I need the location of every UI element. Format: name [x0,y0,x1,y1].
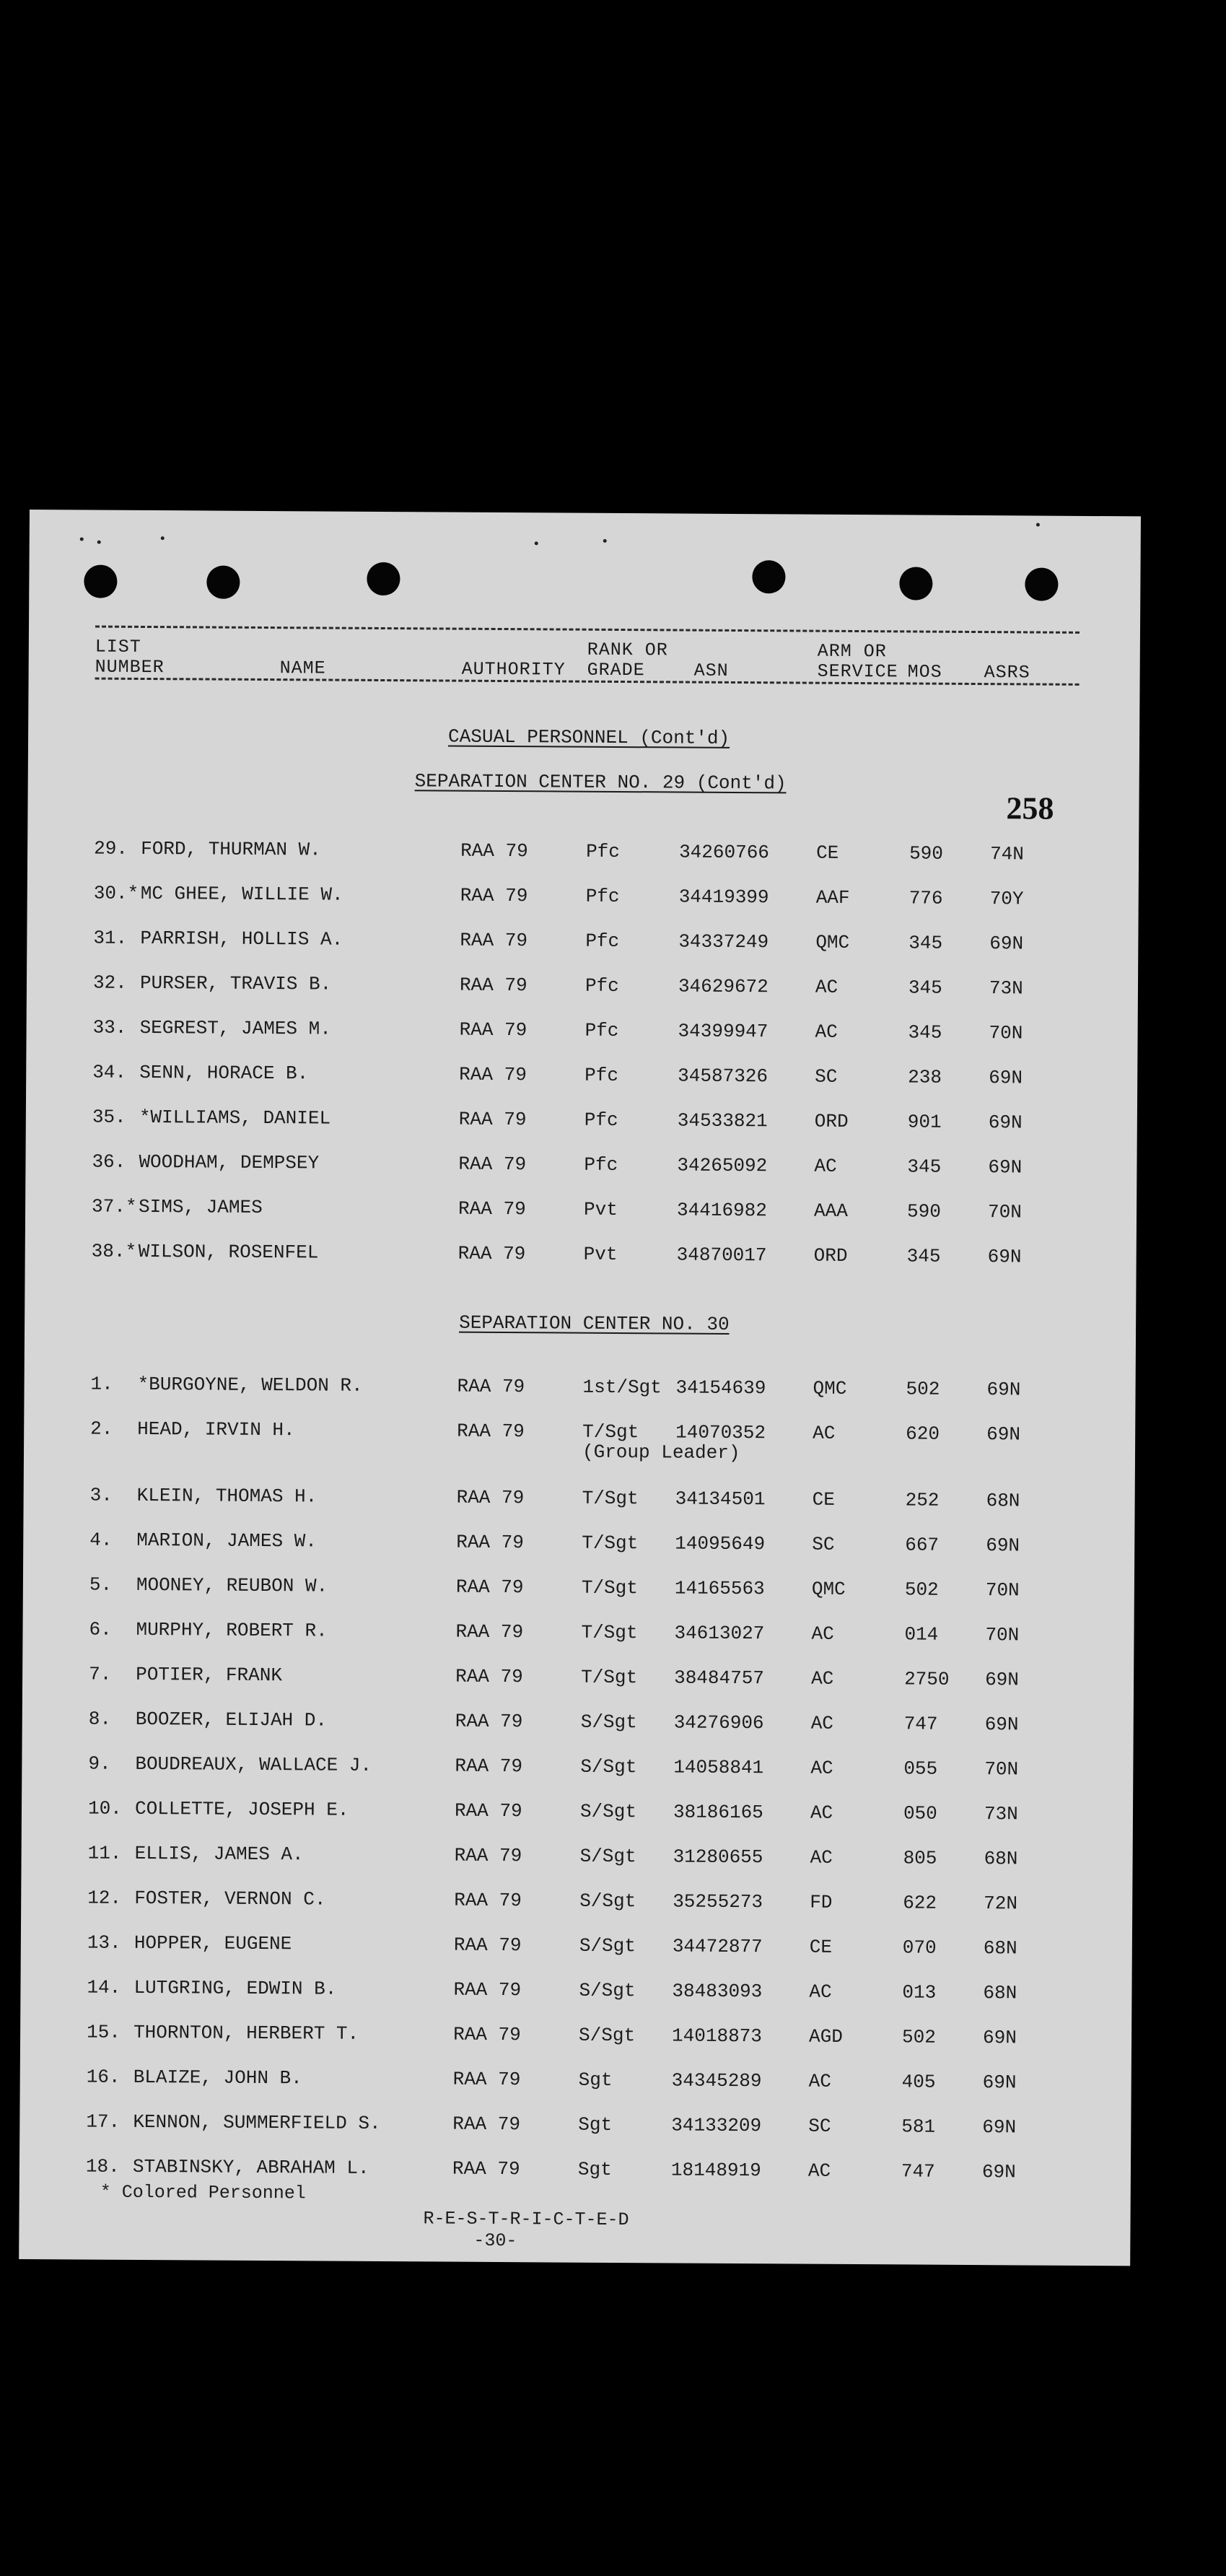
cell-asrs: 69N [989,1067,1023,1089]
cell-rank: Pvt [583,1198,618,1221]
cell-rank: S/Sgt [579,1890,636,1913]
cell-asn: 34399947 [678,1020,769,1043]
cell-auth: RAA 79 [456,1531,524,1554]
cell-asn: 34472877 [672,1935,763,1958]
cell-arm: SC [808,2115,831,2137]
cell-name: KENNON, SUMMERFIELD S. [133,2110,381,2135]
cell-name: LUTGRING, EDWIN B. [133,1976,337,2000]
cell-auth: RAA 79 [454,1889,522,1912]
cell-auth: RAA 79 [457,1375,525,1398]
cell-name: MARION, JAMES W. [136,1529,318,1553]
section-title-casual-personnel: CASUAL PERSONNEL (Cont'd) [447,725,730,749]
table-row [22,1752,1133,1783]
cell-mos: 747 [903,1713,938,1735]
cell-num: 2. [90,1418,113,1440]
cell-rank: S/Sgt [579,1845,636,1868]
cell-num: 10. [87,1797,122,1820]
cell-name: *BURGOYNE, WELDON R. [137,1373,363,1397]
punch-hole-icon [752,560,785,593]
cell-auth: RAA 79 [453,1978,522,2001]
cell-num: 32. [92,972,127,994]
header-rank [587,640,668,681]
cell-asn: 34870017 [676,1244,767,1267]
header-authority: AUTHORITY [461,658,566,681]
cell-asn: 34134501 [675,1488,766,1511]
cell-num: 17. [86,2110,121,2133]
cell-asn: 18148919 [670,2159,761,2182]
header-asrs: ASRS [984,662,1030,684]
table-row [20,2066,1131,2097]
cell-num: 38.* [91,1240,137,1262]
ink-speck [80,537,84,541]
cell-num: 35. [92,1106,126,1128]
cell-auth: RAA 79 [458,1197,526,1221]
cell-name: MURPHY, ROBERT R. [136,1618,328,1642]
table-row [27,927,1138,958]
cell-num: 12. [87,1887,122,1909]
cell-asn: 34416982 [676,1199,768,1222]
cell-rank: T/Sgt [581,1621,638,1644]
cell-auth: RAA 79 [460,839,528,863]
punch-hole-icon [367,562,400,595]
cell-auth: RAA 79 [455,1755,523,1778]
cell-rank: T/Sgt [582,1420,639,1444]
cell-name: FORD, THURMAN W. [141,837,321,861]
cell-name: WOODHAM, DEMPSEY [139,1151,320,1174]
header-asn: ASN [693,660,729,681]
ink-speck [535,541,538,545]
cell-asrs: 69N [987,1246,1022,1268]
cell-asn: 34613027 [674,1622,765,1645]
cell-num: 1. [90,1373,113,1395]
cell-mos: 055 [903,1758,938,1780]
cell-arm: AC [810,1846,833,1869]
cell-auth: RAA 79 [452,2157,520,2180]
cell-asrs: 68N [984,1848,1018,1870]
cell-asrs: 69N [983,2027,1017,2049]
cell-arm: AC [808,2070,832,2092]
cell-asrs: 68N [986,1490,1020,1512]
cell-num: 13. [87,1931,121,1954]
cell-arm: ORD [814,1110,849,1132]
cell-asn: 34276906 [673,1711,764,1734]
cell-arm: CE [816,842,839,864]
cell-asrs: 69N [986,1423,1021,1446]
table-row [27,882,1139,913]
cell-asrs: 70N [984,1758,1019,1781]
cell-rank: Sgt [578,2113,613,2136]
cell-name: *WILLIAMS, DANIEL [139,1106,331,1130]
cell-name: SIMS, JAMES [139,1195,263,1218]
cell-mos: 405 [901,2071,936,2093]
cell-asn: 38186165 [673,1801,763,1824]
table-row [24,1418,1135,1449]
table-row [22,1663,1134,1694]
table-row [25,1151,1137,1182]
cell-arm: FD [810,1891,833,1913]
cell-asrs: 70N [985,1624,1020,1646]
cell-name: MOONEY, REUBON W. [136,1573,328,1597]
punch-hole-icon [1025,567,1058,601]
cell-num: 16. [86,2066,121,2088]
cell-rank: S/Sgt [579,2024,636,2047]
cell-auth: RAA 79 [456,1486,525,1509]
cell-arm: AC [809,1981,832,2003]
cell-num: 34. [92,1061,127,1083]
cell-asrs: 68N [983,1982,1017,2004]
table-row [23,1529,1134,1560]
table-row [23,1573,1134,1604]
cell-name: PURSER, TRAVIS B. [139,972,332,995]
header-list-number [95,637,165,678]
cell-rank: Pfc [585,930,620,953]
punch-hole-icon [899,567,932,600]
table-row [22,1708,1134,1739]
cell-auth: RAA 79 [454,1799,522,1822]
page-number: -30- [473,2230,517,2252]
cell-mos: 901 [907,1111,942,1133]
cell-num: 15. [87,2021,121,2043]
cell-asn: 38484757 [674,1667,765,1690]
cell-mos: 238 [908,1066,942,1088]
cell-rank: Pfc [584,1153,618,1176]
cell-arm: AC [811,1667,834,1690]
cell-arm: AAF [815,886,850,909]
cell-mos: 345 [908,1021,942,1044]
cell-arm: SC [815,1065,838,1088]
table-row [25,1240,1137,1271]
cell-mos: 805 [903,1847,937,1869]
cell-asrs: 74N [990,843,1025,865]
cell-num: 7. [89,1663,112,1685]
cell-rank: Pfc [584,1109,618,1131]
cell-auth: RAA 79 [457,1242,526,1265]
cell-name: ELLIS, JAMES A. [134,1842,304,1866]
cell-num: 36. [92,1151,126,1173]
table-row [22,1842,1133,1873]
cell-rank: Sgt [578,2069,613,2091]
cell-num: 11. [87,1842,122,1864]
cell-num: 37.* [92,1195,137,1218]
table-row [20,1976,1131,2007]
cell-asn: 34260766 [679,841,770,864]
cell-auth: RAA 79 [455,1665,523,1688]
cell-rank: Pfc [586,840,621,863]
punch-hole-icon [84,564,117,598]
cell-asrs: 69N [981,2161,1016,2183]
cell-name: POTIER, FRANK [136,1663,283,1687]
cell-asrs: 69N [982,2071,1017,2094]
cell-name: HEAD, IRVIN H. [137,1418,295,1441]
cell-num: 33. [92,1016,127,1039]
cell-name: BOOZER, ELIJAH D. [135,1708,328,1732]
ink-speck [97,541,101,544]
table-row [24,1373,1135,1404]
cell-rank: S/Sgt [579,1800,637,1823]
cell-auth: RAA 79 [460,929,528,952]
cell-name: MC GHEE, WILLIE W. [140,882,343,906]
cell-mos: 620 [906,1423,940,1445]
cell-mos: 502 [904,1579,939,1601]
cell-arm: AAA [813,1200,848,1222]
cell-mos: 776 [908,887,943,909]
cell-asrs: 69N [985,1669,1020,1691]
cell-auth: RAA 79 [455,1576,524,1599]
cell-num: 31. [93,927,128,949]
cell-num: 8. [88,1708,112,1730]
cell-rank: Pfc [584,1064,619,1086]
ink-speck [603,539,607,543]
table-row [27,972,1138,1003]
table-row [26,1106,1137,1137]
cell-asn: 34587326 [678,1065,769,1088]
cell-auth: RAA 79 [458,1108,527,1131]
cell-asrs: 70Y [989,888,1024,910]
cell-rank: S/Sgt [579,1934,636,1957]
cell-auth: RAA 79 [454,1844,522,1867]
cell-arm: AC [810,1712,834,1734]
cell-asn: 14018873 [672,2025,763,2048]
table-row [27,837,1139,868]
header-top-rule [95,626,1080,634]
cell-rank: Pfc [585,885,620,908]
cell-rank: S/Sgt [580,1755,637,1778]
cell-mos: 2750 [904,1668,950,1690]
cell-asn: 34265092 [677,1154,768,1177]
table-row [21,1887,1132,1918]
table-row [25,1195,1137,1226]
cell-arm: QMC [813,1377,847,1400]
cell-asrs: 69N [984,1713,1019,1736]
cell-asn: 14058841 [673,1756,764,1779]
cell-num: 30.* [93,882,139,904]
cell-rank: Pfc [584,974,619,997]
cell-name: COLLETTE, JOSEPH E. [134,1797,349,1821]
cell-auth: RAA 79 [459,1063,527,1086]
ink-speck [161,536,165,540]
cell-arm: QMC [811,1578,846,1600]
section-title-center-29: SEPARATION CENTER NO. 29 (Cont'd) [414,770,787,795]
cell-asrs: 70N [987,1201,1022,1223]
cell-arm: CE [812,1488,835,1511]
table-row [24,1484,1135,1515]
cell-mos: 345 [907,1156,942,1178]
cell-auth: RAA 79 [452,2113,521,2136]
cell-rank: Pvt [583,1243,618,1265]
cell-asrs: 73N [989,977,1023,1000]
cell-num: 4. [89,1529,113,1551]
cell-num: 18. [85,2155,120,2178]
section-title-center-30: SEPARATION CENTER NO. 30 [459,1311,730,1335]
cell-mos: 252 [905,1489,940,1511]
cell-mos: 590 [906,1200,941,1223]
cell-rank: 1st/Sgt [582,1376,662,1399]
cell-name: FOSTER, VERNON C. [134,1887,326,1911]
cell-rank: Pfc [584,1019,619,1042]
footnote-colored-personnel: * Colored Personnel [100,2181,306,2204]
cell-asn: 31280655 [673,1846,763,1869]
header-name: NAME [279,658,326,679]
cell-mos: 590 [909,842,944,865]
table-row [19,2110,1131,2141]
cell-asrs: 69N [982,2116,1017,2139]
cell-mos: 070 [902,1937,937,1959]
cell-name: BLAIZE, JOHN B. [133,2066,302,2090]
cell-asn: 34337249 [678,930,769,953]
cell-arm: AC [810,1757,833,1779]
cell-mos: 050 [903,1802,937,1825]
cell-rank: S/Sgt [580,1711,637,1734]
cell-asn: 14095649 [675,1532,766,1555]
cell-asn: 34419399 [678,886,769,909]
cell-arm: SC [812,1533,835,1555]
cell-arm: QMC [815,931,850,953]
cell-asn: 14165563 [674,1577,765,1600]
table-row [22,1618,1134,1649]
cell-asrs: 69N [986,1534,1020,1557]
cell-asrs: 70N [989,1022,1023,1044]
cell-mos: 581 [901,2116,936,2138]
cell-num: 9. [88,1752,111,1775]
cell-arm: AC [811,1623,834,1645]
table-row [26,1061,1137,1092]
cell-num: 5. [89,1573,113,1596]
header-list-label: LIST [95,636,141,658]
punch-hole-icon [206,566,240,599]
cell-asrs: 69N [988,1156,1023,1179]
cell-mos: 502 [906,1378,940,1400]
cell-rank: S/Sgt [579,1979,636,2002]
cell-mos: 345 [908,977,942,999]
document-page [19,510,1141,2266]
cell-asrs: 69N [988,1112,1023,1134]
cell-asn: 34133209 [671,2114,762,2137]
cell-asn: 34154639 [675,1376,766,1400]
header-arm [818,642,898,683]
header-number-label: NUMBER [95,656,165,678]
cell-asn: 34345289 [671,2069,762,2092]
cell-asrs: 69N [989,933,1024,955]
ink-speck [1036,523,1040,527]
cell-asrs: 72N [984,1892,1018,1915]
cell-mos: 667 [905,1534,940,1556]
cell-auth: RAA 79 [457,1420,525,1443]
cell-arm: CE [809,1936,833,1958]
cell-auth: RAA 79 [453,2023,521,2046]
cell-asrs: 73N [984,1803,1018,1825]
cell-asn: 14070352 [675,1421,766,1444]
cell-auth: RAA 79 [455,1710,523,1733]
group-leader-note: (Group Leader) [582,1441,740,1464]
cell-arm: AC [814,1155,837,1177]
cell-auth: RAA 79 [458,1153,527,1176]
cell-name: STABINSKY, ABRAHAM L. [132,2155,369,2179]
cell-mos: 747 [901,2160,935,2183]
cell-mos: 014 [904,1623,939,1646]
cell-arm: AGD [809,2025,843,2048]
cell-auth: RAA 79 [460,884,528,907]
header-arm-line2: SERVICE [817,660,898,683]
cell-arm: ORD [813,1244,848,1267]
cell-name: SEGREST, JAMES M. [139,1016,331,1040]
cell-name: WILSON, ROSENFEL [138,1240,319,1264]
cell-rank: T/Sgt [582,1532,639,1555]
cell-arm: AC [810,1802,833,1824]
cell-name: BOUDREAUX, WALLACE J. [135,1752,372,1776]
cell-asn: 34533821 [677,1109,768,1132]
header-rank-line2: GRADE [587,659,645,681]
cell-arm: AC [815,1021,838,1043]
cell-asrs: 70N [985,1579,1020,1602]
cell-num: 14. [87,1976,121,1999]
cell-mos: 502 [902,2026,936,2048]
cell-rank: T/Sgt [582,1487,639,1510]
cell-name: HOPPER, EUGENE [133,1931,292,1955]
cell-auth: RAA 79 [459,974,527,997]
cell-num: 29. [94,837,128,860]
cell-name: THORNTON, HERBERT T. [133,2021,359,2045]
header-mos: MOS [907,661,942,683]
table-row [20,2021,1131,2052]
cell-asn: 38483093 [672,1980,763,2003]
cell-name: KLEIN, THOMAS H. [136,1484,318,1508]
cell-name: SENN, HORACE B. [139,1061,309,1085]
cell-rank: T/Sgt [581,1666,638,1689]
cell-asrs: 69N [986,1379,1021,1401]
cell-name: PARRISH, HOLLIS A. [140,927,343,951]
cell-auth: RAA 79 [455,1620,524,1643]
cell-mos: 345 [906,1245,941,1267]
cell-asn: 35255273 [673,1890,763,1913]
table-row [22,1797,1133,1828]
cell-num: 6. [89,1618,112,1641]
header-rank-line1: RANK OR [587,639,668,661]
cell-arm: AC [813,1422,836,1444]
cell-num: 3. [89,1484,113,1506]
cell-arm: AC [815,976,839,998]
classification-marking: R-E-S-T-R-I-C-T-E-D [423,2208,629,2231]
cell-auth: RAA 79 [452,2068,521,2091]
cell-rank: T/Sgt [581,1576,638,1599]
cell-auth: RAA 79 [459,1018,527,1042]
cell-asrs: 68N [983,1937,1017,1960]
cell-mos: 345 [908,932,943,954]
header-arm-line1: ARM OR [817,640,887,663]
cell-mos: 013 [902,1981,937,2004]
cell-auth: RAA 79 [453,1934,522,1957]
table-row [27,1016,1138,1047]
cell-arm: AC [807,2160,831,2182]
cell-mos: 622 [903,1892,937,1914]
page-stamp-number: 258 [1006,790,1054,826]
cell-rank: Sgt [577,2158,612,2180]
cell-asn: 34629672 [678,975,769,998]
table-row [21,1931,1132,1962]
